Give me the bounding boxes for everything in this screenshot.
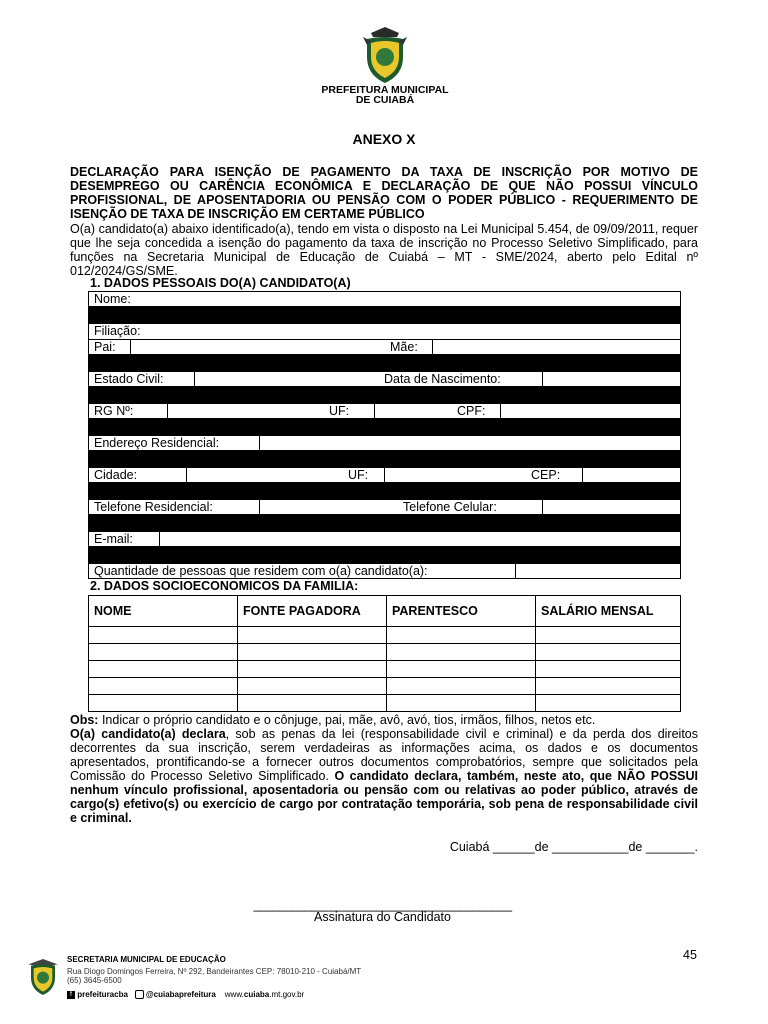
footer-instagram[interactable]: @cuiabaprefeitura: [145, 990, 216, 999]
website-prefix: www.: [224, 990, 244, 999]
website-domain: cuiaba: [243, 990, 270, 999]
facebook-icon: f: [67, 991, 75, 999]
field-qtd-pessoas[interactable]: [515, 564, 682, 578]
row-filiacao: [88, 323, 681, 339]
row-telefone: [88, 499, 681, 515]
signature-label: Assinatura do Candidato: [314, 910, 451, 924]
field-endereco[interactable]: [259, 436, 682, 450]
label-qtd-pessoas: Quantidade de pessoas que residem com o(a) candidato(a):: [94, 564, 428, 578]
label-rg: RG Nº:: [94, 404, 134, 418]
footer-social-row: [67, 990, 304, 1000]
row-email: [88, 531, 681, 547]
city-coat-of-arms-logo: [361, 27, 409, 85]
field-uf[interactable]: [374, 404, 449, 418]
obs-label: Obs:: [70, 713, 99, 727]
label-pai: Pai:: [94, 340, 116, 354]
label-uf: UF:: [329, 404, 350, 418]
col-header-fonte-pagadora: FONTE PAGADORA: [238, 596, 387, 627]
field-rg[interactable]: [167, 404, 322, 418]
table-cell[interactable]: [238, 627, 387, 644]
label-data-nascimento: Data de Nascimento:: [384, 372, 501, 386]
label-filiacao: Filiação:: [94, 324, 141, 338]
label-tel-res: Telefone Residencial:: [94, 500, 213, 514]
table-row: [89, 695, 681, 712]
org-name-line2: DE CUIABÁ: [355, 94, 415, 106]
table-cell[interactable]: [387, 644, 536, 661]
field-mae[interactable]: [432, 340, 682, 354]
label-email: E-mail:: [94, 532, 133, 546]
field-tel-res[interactable]: [259, 500, 397, 514]
field-pai[interactable]: [130, 340, 383, 354]
row-pai-mae: [88, 339, 681, 355]
table-cell[interactable]: [89, 678, 238, 695]
intro-paragraph: O(a) candidato(a) abaixo identificado(a), tendo em vista o disposto na Lei Municipal 5.454, de 09/09/2011, requer que lhe seja concedida a isenção do pagamento da taxa de inscrição no Processo Seletivo Simplificado, para funções na Secretaria Municipal de Educação de Cuiabá – MT - SME/2024, aberto pelo Edital nº 012/2024/GS/SME.: [70, 222, 698, 278]
label-uf2: UF:: [348, 468, 369, 482]
table-row: [89, 661, 681, 678]
table-cell[interactable]: [536, 695, 681, 712]
footer-phone: (65) 3645-6500: [67, 976, 122, 985]
table-cell[interactable]: [536, 661, 681, 678]
black-band: [88, 483, 681, 499]
label-estado-civil: Estado Civil:: [94, 372, 164, 386]
table-cell[interactable]: [89, 695, 238, 712]
label-tel-cel: Telefone Celular:: [403, 500, 497, 514]
black-band: [88, 451, 681, 467]
instagram-icon: [135, 990, 144, 999]
table-cell[interactable]: [387, 661, 536, 678]
field-estado-civil[interactable]: [194, 372, 378, 386]
footer-department: SECRETARIA MUNICIPAL DE EDUCAÇÃO: [67, 955, 226, 964]
col-header-nome: NOME: [89, 596, 238, 627]
label-mae: Mãe:: [390, 340, 418, 354]
family-table: [88, 595, 681, 712]
table-row: [89, 627, 681, 644]
table-cell[interactable]: [387, 695, 536, 712]
black-band: [88, 419, 681, 435]
label-endereco: Endereço Residencial:: [94, 436, 220, 450]
obs-text: Indicar o próprio candidato e o cônjuge, pai, mãe, avô, avó, tios, irmãos, filhos, netos etc.: [98, 713, 596, 727]
field-uf2[interactable]: [384, 468, 524, 482]
footer-address: Rua Diogo Domingos Ferreira, Nº 292, Bandeirantes CEP: 78010-210 - Cuiabá/MT: [67, 967, 362, 976]
field-cpf[interactable]: [500, 404, 682, 418]
row-nome: [88, 291, 681, 307]
declaration-bold-start: O(a) candidato(a) declara: [70, 727, 226, 741]
website-suffix: .mt.gov.br: [269, 990, 305, 999]
footer-facebook[interactable]: prefeituracba: [77, 990, 128, 999]
field-cidade[interactable]: [186, 468, 341, 482]
declaration-title: DECLARAÇÃO PARA ISENÇÃO DE PAGAMENTO DA TAXA DE INSCRIÇÃO POR MOTIVO DE DESEMPREGO OU CARÊNCIA ECONÔMICA E DECLARAÇÃO DE QUE NÃO POSSUI VÍNCULO PROFISSIONAL, DE APOSENTADORIA OU PENSÃO COM O PODER PÚBLICO - REQUERIMENTO DE ISENÇÃO DE TAXA DE INSCRIÇÃO EM CERTAME PÚBLICO: [70, 165, 698, 221]
table-row: [89, 644, 681, 661]
field-data-nascimento[interactable]: [542, 372, 682, 386]
row-rg: [88, 403, 681, 419]
black-band: [88, 355, 681, 371]
table-cell[interactable]: [238, 695, 387, 712]
table-cell[interactable]: [89, 661, 238, 678]
black-band: [88, 515, 681, 531]
table-cell[interactable]: [387, 627, 536, 644]
row-endereco: [88, 435, 681, 451]
footer-coat-of-arms-logo: [27, 955, 59, 999]
field-email[interactable]: [159, 532, 682, 546]
label-cep: CEP:: [531, 468, 561, 482]
field-cep[interactable]: [582, 468, 682, 482]
page-number: 45: [683, 948, 697, 962]
black-band: [88, 547, 681, 563]
table-row: [89, 678, 681, 695]
row-qtd-pessoas: [88, 563, 681, 579]
signature-line: ________________________________________: [253, 898, 512, 912]
label-cpf: CPF:: [457, 404, 486, 418]
col-header-parentesco: PARENTESCO: [387, 596, 536, 627]
table-cell[interactable]: [536, 678, 681, 695]
field-nome[interactable]: [88, 307, 681, 323]
label-cidade: Cidade:: [94, 468, 138, 482]
declaration-bold-end: O candidato declara, também, neste ato, que NÃO POSSUI nenhum vínculo profissional, aposentadoria ou pensão com ou relativas ao poder público, através de cargo(s) efetivo(s) ou exercício de cargo por contratação temporária, sob pena de responsabilidade civil e criminal.: [70, 769, 698, 825]
table-cell[interactable]: [238, 644, 387, 661]
row-cidade: [88, 467, 681, 483]
black-band: [88, 387, 681, 403]
table-cell[interactable]: [387, 678, 536, 695]
declaration-normal: , sob as penas da lei (responsabilidade civil e criminal) e da perda dos direitos decorrentes da sua inscrição, serem verdadeiras as informações acima, os dados e os documentos apresentados, prontificando-se a fornecer outros documentos comprobatórios, sempre que solicitados pela Comissão do Processo Seletivo Simplificado.: [70, 727, 698, 783]
date-line: Cuiabá ______de ___________de _______.: [449, 840, 698, 854]
label-nome: Nome:: [94, 292, 131, 306]
table-cell[interactable]: [238, 661, 387, 678]
declaration-paragraph: [70, 727, 698, 825]
table-cell[interactable]: [238, 678, 387, 695]
table-cell[interactable]: [89, 627, 238, 644]
annex-title: ANEXO X: [352, 131, 416, 147]
field-tel-cel[interactable]: [542, 500, 682, 514]
table-cell[interactable]: [89, 644, 238, 661]
org-name-line1: PREFEITURA MUNICIPAL: [321, 84, 449, 96]
section2-title: 2. DADOS SOCIOECONOMICOS DA FAMILIA:: [90, 579, 359, 593]
row-estado-civil: [88, 371, 681, 387]
table-cell[interactable]: [536, 627, 681, 644]
section1-title: 1. DADOS PESSOAIS DO(A) CANDIDATO(A): [90, 276, 351, 290]
obs-paragraph: [70, 713, 698, 727]
table-cell[interactable]: [536, 644, 681, 661]
col-header-salario-mensal: SALÁRIO MENSAL: [536, 596, 681, 627]
footer-website[interactable]: [225, 990, 304, 999]
